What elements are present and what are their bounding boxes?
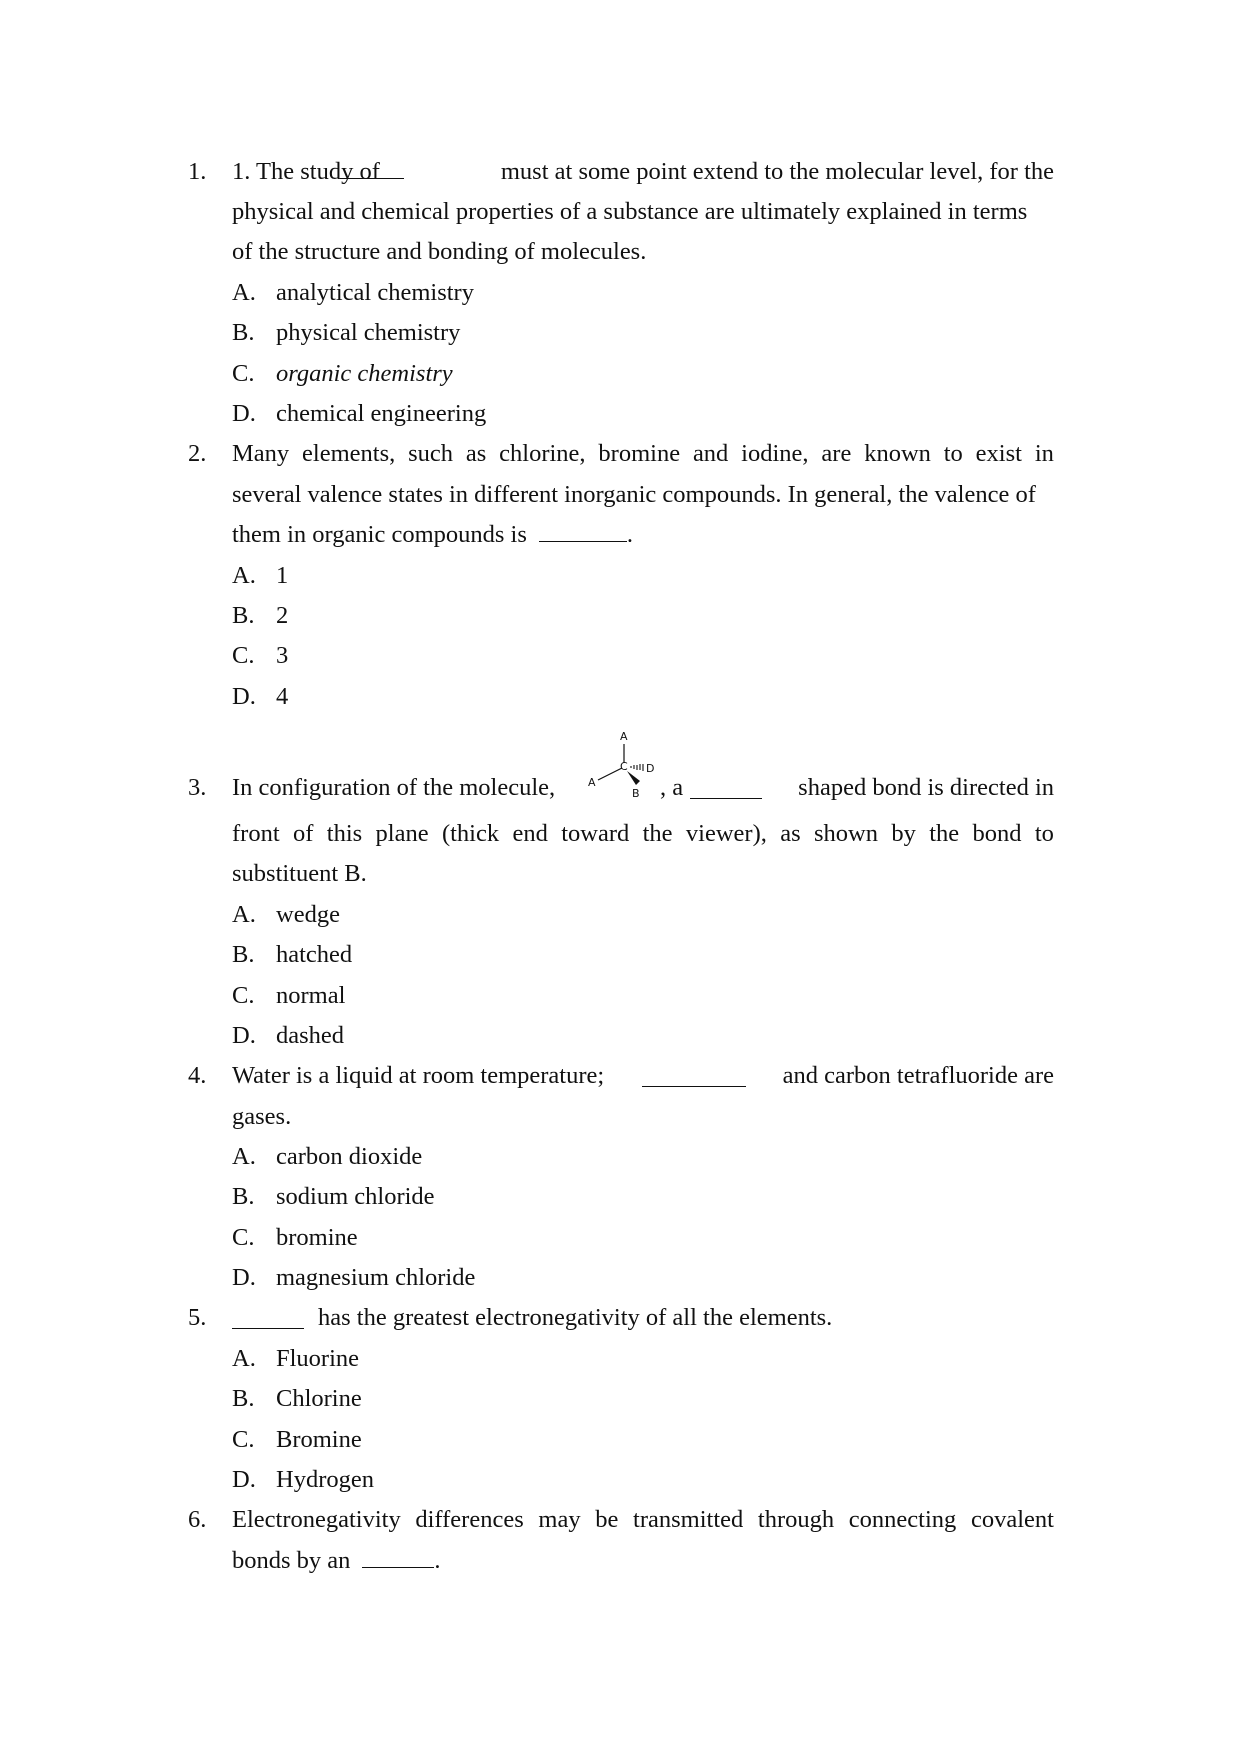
answer-blank [232, 1306, 304, 1329]
question-stem-line: gases. [232, 1103, 292, 1130]
option-d: D. chemical engineering [232, 400, 487, 427]
option-a: A. carbon dioxide [232, 1143, 423, 1170]
option-b: B. Chlorine [232, 1385, 362, 1412]
option-a: A. 1 [232, 562, 289, 589]
question-stem-line: Many elements, such as chlorine, bromine and iodine, are known to exist in [232, 440, 1054, 467]
question-stem-line: In configuration of the molecule, [232, 774, 556, 801]
option-c: C. normal [232, 982, 346, 1009]
molecule-structure-diagram [584, 730, 660, 802]
molecule-atom-label: D [646, 762, 655, 775]
question-stem-line: them in organic compounds is . [232, 521, 633, 548]
question-number: 3. [188, 774, 207, 801]
molecule-atom-label: B [632, 787, 640, 800]
option-a: A. Fluorine [232, 1345, 360, 1372]
wedge-bond [627, 771, 640, 785]
molecule-atom-label: C [620, 760, 628, 773]
question-stem-line: of the structure and bonding of molecules. [232, 238, 647, 265]
answer-blank [340, 156, 404, 179]
question-stem-line: Water is a liquid at room temperature; [232, 1062, 605, 1089]
answer-blank [690, 776, 762, 799]
answer-blank [362, 1545, 434, 1568]
option-c: C. bromine [232, 1224, 358, 1251]
option-a: A. wedge [232, 901, 340, 928]
option-b: B. 2 [232, 602, 289, 629]
question-stem-line: , a [660, 774, 684, 801]
question-stem-line: physical and chemical properties of a substance are ultimately explained in terms [232, 198, 1028, 225]
option-d: D. 4 [232, 683, 289, 710]
question-stem-line: substituent B. [232, 860, 367, 887]
option-c: C. organic chemistry [232, 360, 453, 387]
question-number: 5. [188, 1304, 207, 1331]
option-b: B. physical chemistry [232, 319, 461, 346]
question-stem-line: 1. The study of must at some point extend to the molecular level, for the [232, 158, 1054, 185]
question-stem-line: shaped bond is directed in [798, 774, 1054, 801]
question-number: 1. [188, 158, 207, 185]
question-stem-line: bonds by an . [232, 1547, 441, 1574]
option-d: D. magnesium chloride [232, 1264, 476, 1291]
question-number: 4. [188, 1062, 207, 1089]
question-stem-line: several valence states in different inorganic compounds. In general, the valence of [232, 481, 1036, 508]
question-stem-line: has the greatest electronegativity of all the elements. [318, 1304, 833, 1331]
molecule-atom-label: A [620, 730, 628, 743]
bond-line [598, 768, 622, 780]
option-d: D. Hydrogen [232, 1466, 374, 1493]
option-a: A. analytical chemistry [232, 279, 474, 306]
option-c: C. 3 [232, 642, 289, 669]
answer-blank [539, 519, 627, 542]
option-b: B. sodium chloride [232, 1183, 435, 1210]
question-stem-line: and carbon tetrafluoride are [782, 1062, 1054, 1089]
answer-blank [642, 1064, 746, 1087]
molecule-atom-label: A [588, 776, 596, 789]
option-d: D. dashed [232, 1022, 345, 1049]
question-stem-line: Electronegativity differences may be transmitted through connecting covalent [232, 1506, 1054, 1533]
hatched-bond [631, 764, 643, 771]
option-b: B. hatched [232, 941, 353, 968]
question-stem-line: front of this plane (thick end toward the viewer), as shown by the bond to [232, 820, 1054, 847]
question-number: 6. [188, 1506, 207, 1533]
option-c: C. Bromine [232, 1426, 362, 1453]
question-number: 2. [188, 440, 207, 467]
